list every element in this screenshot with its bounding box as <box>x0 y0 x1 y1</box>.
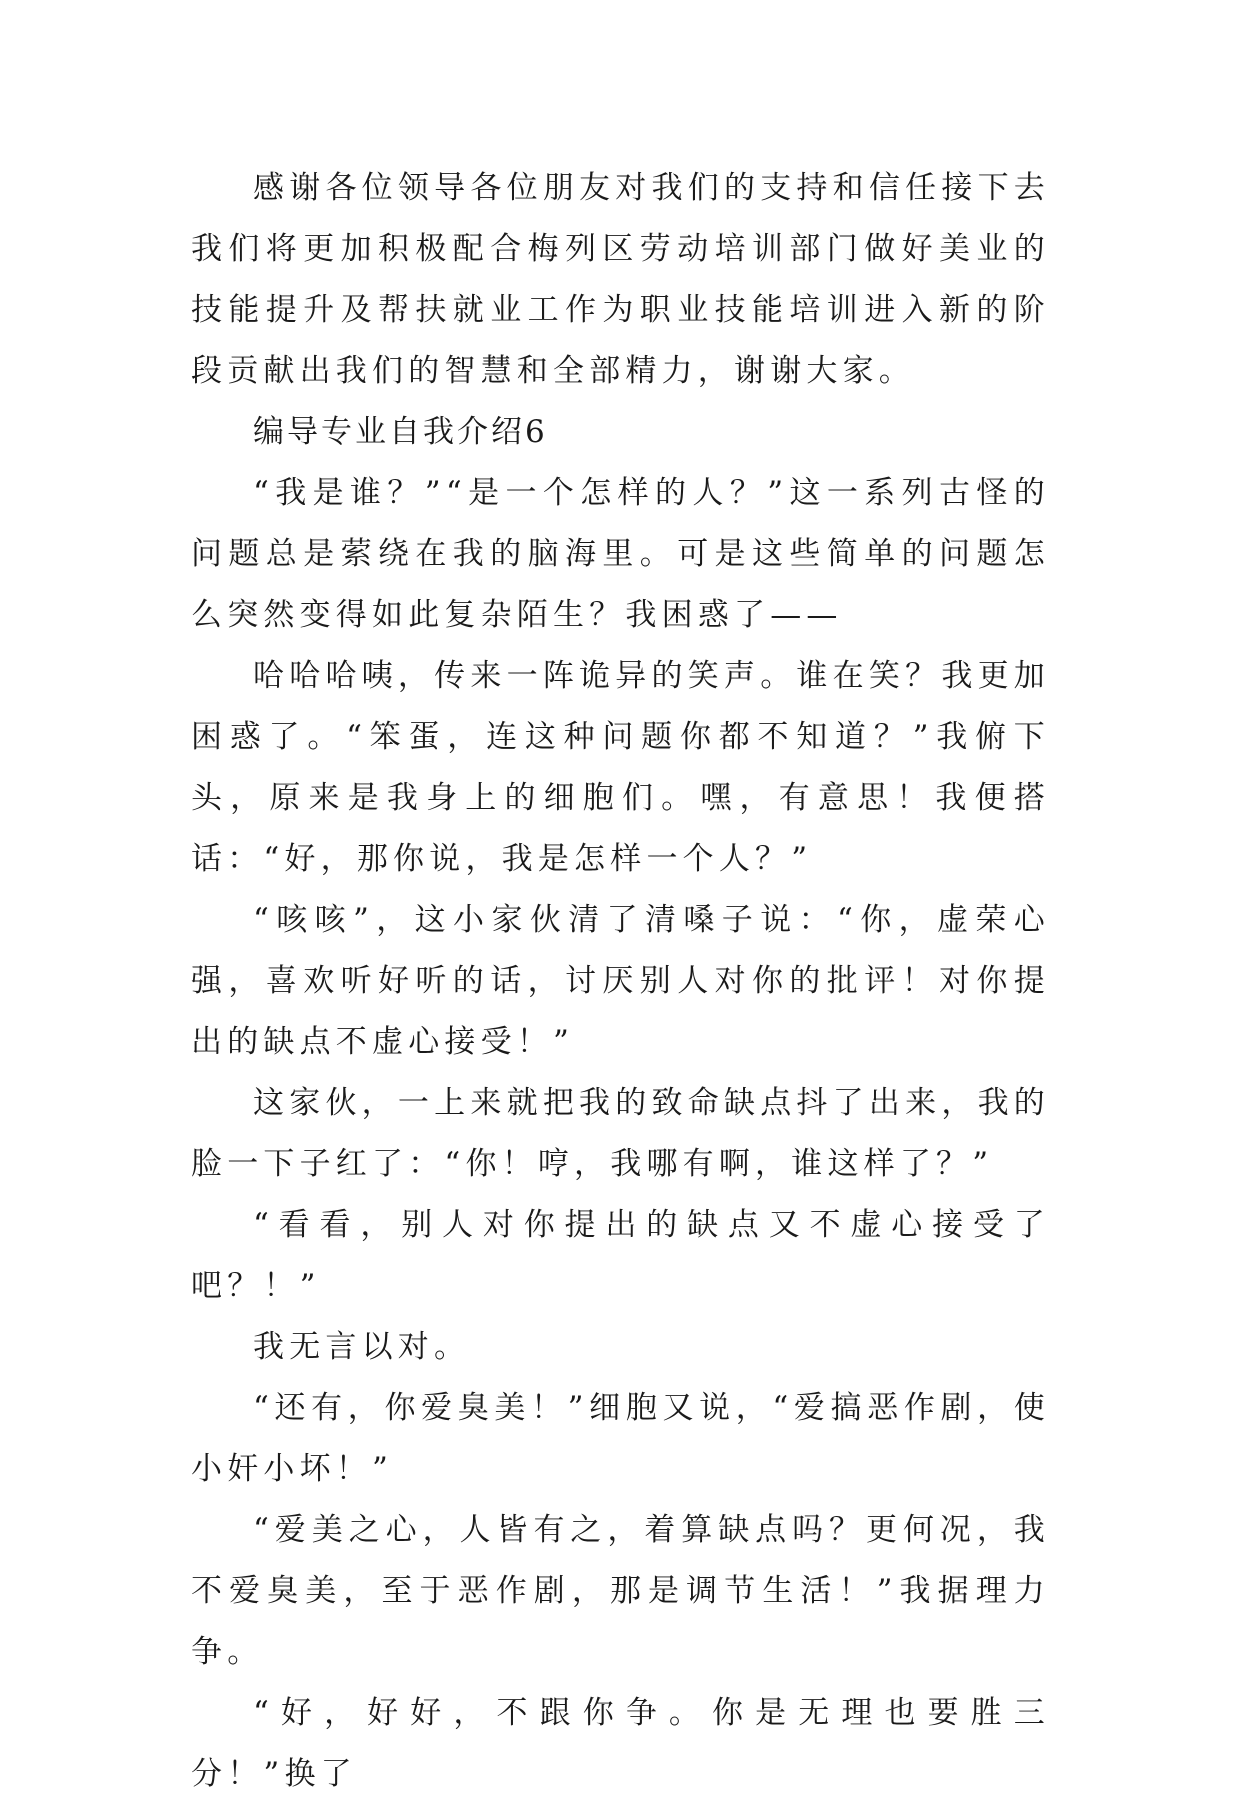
paragraph-who-am-i: “我是谁？”“是一个怎样的人？”这一系列古怪的问题总是萦绕在我的脑海里。可是这些简单的问题怎么突然变得如此复杂陌生？我困惑了—— <box>191 475 1050 633</box>
paragraph-blush: 这家伙，一上来就把我的致命缺点抖了出来，我的脸一下子红了：“你！哼，我哪有啊，谁这样了？” <box>191 1085 1050 1182</box>
document-page <box>191 158 1050 1805</box>
paragraph-argue: “爱美之心，人皆有之，着算缺点吗？更何况，我不爱臭美，至于恶作剧，那是调节生活！”我据理力争。 <box>191 1512 1050 1670</box>
paragraph-last: “好，好好，不跟你争。你是无理也要胜三分！”换了 <box>191 1695 1050 1792</box>
paragraph-vanity: “咳咳”，这小家伙清了清嗓子说：“你，虚荣心强，喜欢听好听的话，讨厌别人对你的批评！对你提出的缺点不虚心接受！” <box>191 902 1050 1060</box>
paragraph-closing-thanks: 感谢各位领导各位朋友对我们的支持和信任接下去我们将更加积极配合梅列区劳动培训部门做好美业的技能提升及帮扶就业工作为职业技能培训进入新的阶段贡献出我们的智慧和全部精力，谢谢大家。 <box>191 170 1050 389</box>
section-heading: 编导专业自我介绍6 <box>253 414 548 450</box>
paragraph-laughter: 哈哈哈咦，传来一阵诡异的笑声。谁在笑？我更加困惑了。“笨蛋，连这种问题你都不知道？”我俯下头，原来是我身上的细胞们。嘿，有意思！我便搭话：“好，那你说，我是怎样一个人？” <box>191 658 1050 877</box>
paragraph-look: “看看，别人对你提出的缺点又不虚心接受了吧？！” <box>191 1207 1050 1304</box>
paragraph-vain: “还有，你爱臭美！”细胞又说，“爱搞恶作剧，使小奸小坏！” <box>191 1390 1050 1487</box>
paragraph-speechless: 我无言以对。 <box>253 1329 471 1365</box>
